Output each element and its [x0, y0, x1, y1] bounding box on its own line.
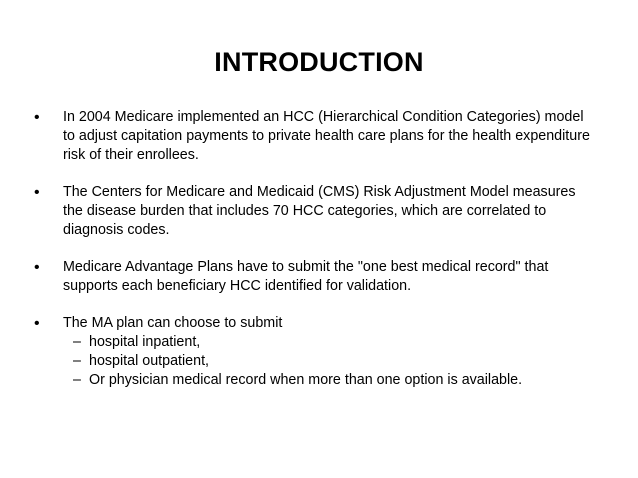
sub-bullet-item — [73, 352, 594, 371]
slide-title: INTRODUCTION — [214, 47, 424, 77]
bullet-marker: • — [34, 315, 40, 332]
sub-bullet-list — [73, 333, 594, 390]
bullet-marker: • — [34, 184, 40, 201]
bullet-marker: • — [34, 259, 40, 276]
sub-bullet-marker: – — [73, 334, 81, 350]
sub-bullet-item — [73, 371, 594, 390]
sub-bullet-marker: – — [73, 353, 81, 369]
bullet-item — [34, 183, 594, 240]
sub-bullet-text: hospital outpatient, — [89, 353, 210, 369]
bullet-list — [34, 108, 594, 408]
bullet-text: In 2004 Medicare implemented an HCC (Hierarchical Condition Categories) model to adjust capitation payments to private health care plans for the health expenditure risk of their enrollees. — [63, 109, 590, 163]
bullet-item — [34, 108, 594, 165]
bullet-text: The Centers for Medicare and Medicaid (CMS) Risk Adjustment Model measures the disease burden that includes 70 HCC categories, which are correlated to diagnosis codes. — [63, 184, 576, 238]
sub-bullet-item — [73, 333, 594, 352]
bullet-text: The MA plan can choose to submit — [63, 315, 283, 331]
bullet-item — [34, 258, 594, 296]
sub-bullet-text: Or physician medical record when more than one option is available. — [89, 372, 523, 388]
bullet-text: Medicare Advantage Plans have to submit the "one best medical record" that supports each beneficiary HCC identified for validation. — [63, 259, 549, 294]
bullet-item — [34, 314, 594, 390]
sub-bullet-text: hospital inpatient, — [89, 334, 201, 350]
sub-bullet-marker: – — [73, 372, 81, 388]
bullet-marker: • — [34, 109, 40, 126]
